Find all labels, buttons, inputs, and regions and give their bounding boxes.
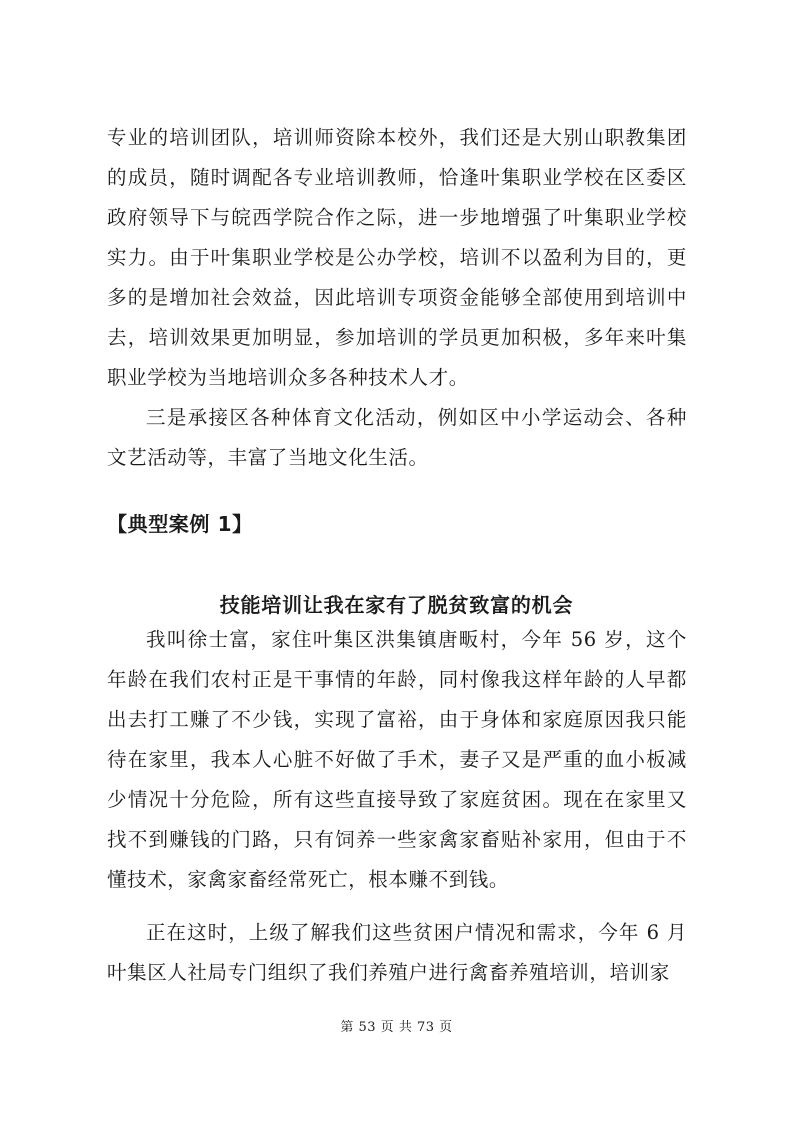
case-paragraph: 正在这时，上级了解我们这些贫困户情况和需求，今年 6 月叶集区人社局专门组织了我们养殖户进行禽畜养殖培训，培训家 <box>107 921 687 984</box>
body-paragraph: 专业的培训团队，培训师资除本校外，我们还是大别山职教集团的成员，随时调配各专业培训教师，恰逢叶集职业学校在区委区政府领导下与皖西学院合作之际，进一步地增强了叶集职业学校实力。由于叶集职业学校是公办学校，培训不以盈利为目的，更多的是增加社会效益，因此培训专项资金能够全部使用到培训中去，培训效果更加明显，参加培训的学员更加积极，多年来叶集职业学校为当地培训众多各种技术人才。 <box>107 126 687 389</box>
case-heading: 【典型案例 1】 <box>107 512 253 536</box>
body-paragraph: 三是承接区各种体育文化活动，例如区中小学运动会、各种文艺活动等，丰富了当地文化生活。 <box>107 406 687 469</box>
case-paragraph: 我叫徐士富，家住叶集区洪集镇唐畈村，今年 56 岁，这个年龄在我们农村正是干事情的年龄，同村像我这样年龄的人早都出去打工赚了不少钱，实现了富裕，由于身体和家庭原因我只能待在家里，我本人心脏不好做了手术，妻子又是严重的血小板减少情况十分危险，所有这些直接导致了家庭贫困。现在在家里又找不到赚钱的门路，只有饲养一些家禽家畜贴补家用，但由于不懂技术，家禽家畜经常死亡，根本赚不到钱。 <box>107 628 687 891</box>
page-footer: 第 53 页 共 73 页 <box>340 1020 453 1035</box>
case-title: 技能培训让我在家有了脱贫致富的机会 <box>219 593 574 617</box>
